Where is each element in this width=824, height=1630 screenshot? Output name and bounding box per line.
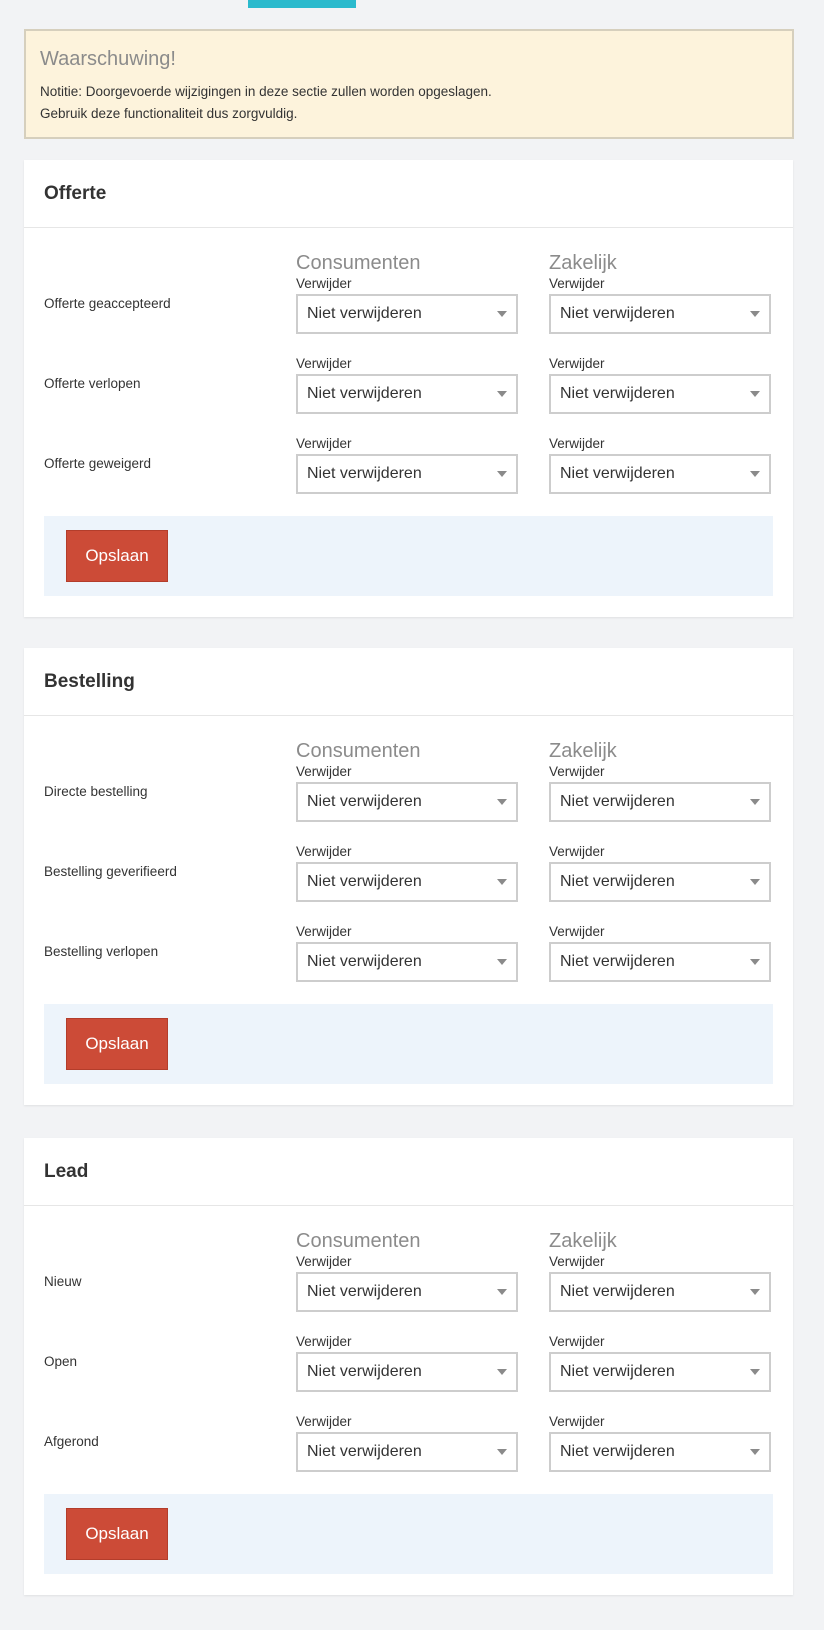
field-label: Verwijder: [549, 1414, 605, 1429]
settings-row: [44, 1414, 773, 1494]
field-zakelijk: [549, 1334, 771, 1392]
select-value: Niet verwijderen: [560, 953, 675, 970]
save-button[interactable]: Opslaan: [66, 1018, 168, 1070]
row-label: Offerte geweigerd: [44, 456, 152, 471]
panel-bestelling: [24, 648, 793, 1105]
delete-select-consumenten[interactable]: [296, 1352, 518, 1392]
caret-down-icon: [497, 311, 507, 317]
field-zakelijk: [549, 924, 771, 982]
row-label: Nieuw: [44, 1274, 82, 1289]
caret-down-icon: [750, 391, 760, 397]
field-consumenten: [296, 356, 518, 414]
save-bar: [44, 516, 773, 596]
column-heading-zakelijk: Zakelijk: [549, 1230, 617, 1252]
field-label: Verwijder: [549, 356, 605, 371]
select-value: Niet verwijderen: [560, 465, 675, 482]
settings-row: [44, 844, 773, 924]
field-consumenten: [296, 924, 518, 982]
caret-down-icon: [497, 1289, 507, 1295]
delete-select-consumenten[interactable]: [296, 942, 518, 982]
field-zakelijk: [549, 1254, 771, 1312]
select-value: Niet verwijderen: [560, 1363, 675, 1380]
select-value: Niet verwijderen: [307, 793, 422, 810]
field-label: Verwijder: [296, 924, 352, 939]
field-zakelijk: [549, 1414, 771, 1472]
panel-title: Offerte: [24, 160, 793, 228]
column-heading-zakelijk: Zakelijk: [549, 252, 617, 274]
field-label: Verwijder: [296, 1254, 352, 1269]
select-value: Niet verwijderen: [560, 305, 675, 322]
select-value: Niet verwijderen: [560, 873, 675, 890]
select-value: Niet verwijderen: [307, 1283, 422, 1300]
settings-row: [44, 764, 773, 844]
field-label: Verwijder: [296, 764, 352, 779]
field-zakelijk: [549, 844, 771, 902]
caret-down-icon: [750, 1289, 760, 1295]
select-value: Niet verwijderen: [307, 1363, 422, 1380]
field-label: Verwijder: [549, 436, 605, 451]
row-label: Offerte geaccepteerd: [44, 296, 171, 311]
field-consumenten: [296, 436, 518, 494]
panel-lead: [24, 1138, 793, 1595]
field-label: Verwijder: [549, 276, 605, 291]
field-zakelijk: [549, 436, 771, 494]
field-label: Verwijder: [296, 1334, 352, 1349]
caret-down-icon: [497, 471, 507, 477]
field-consumenten: [296, 1254, 518, 1312]
caret-down-icon: [750, 799, 760, 805]
select-value: Niet verwijderen: [560, 793, 675, 810]
panel-title: Bestelling: [24, 648, 793, 716]
field-zakelijk: [549, 764, 771, 822]
caret-down-icon: [497, 1369, 507, 1375]
settings-row: [44, 356, 773, 436]
field-label: Verwijder: [549, 1334, 605, 1349]
save-button[interactable]: Opslaan: [66, 530, 168, 582]
row-label: Bestelling verlopen: [44, 944, 159, 959]
delete-select-consumenten[interactable]: [296, 454, 518, 494]
save-bar: [44, 1004, 773, 1084]
field-consumenten: [296, 1334, 518, 1392]
caret-down-icon: [750, 1369, 760, 1375]
select-value: Niet verwijderen: [307, 953, 422, 970]
field-label: Verwijder: [296, 356, 352, 371]
delete-select-zakelijk[interactable]: [549, 374, 771, 414]
delete-select-zakelijk[interactable]: [549, 942, 771, 982]
caret-down-icon: [750, 471, 760, 477]
caret-down-icon: [750, 959, 760, 965]
settings-row: [44, 924, 773, 1004]
field-consumenten: [296, 764, 518, 822]
delete-select-zakelijk[interactable]: [549, 862, 771, 902]
select-value: Niet verwijderen: [560, 1283, 675, 1300]
delete-select-consumenten[interactable]: [296, 862, 518, 902]
select-value: Niet verwijderen: [307, 465, 422, 482]
field-label: Verwijder: [549, 844, 605, 859]
column-heading-consumenten: Consumenten: [296, 740, 421, 762]
caret-down-icon: [750, 879, 760, 885]
delete-select-consumenten[interactable]: [296, 1272, 518, 1312]
settings-row: [44, 276, 773, 356]
panel-title: Lead: [24, 1138, 793, 1206]
field-consumenten: [296, 1414, 518, 1472]
delete-select-consumenten[interactable]: [296, 782, 518, 822]
row-label: Directe bestelling: [44, 784, 148, 799]
delete-select-consumenten[interactable]: [296, 1432, 518, 1472]
select-value: Niet verwijderen: [307, 1443, 422, 1460]
field-consumenten: [296, 844, 518, 902]
field-label: Verwijder: [549, 764, 605, 779]
row-label: Bestelling geverifieerd: [44, 864, 177, 879]
delete-select-consumenten[interactable]: [296, 374, 518, 414]
row-label: Offerte verlopen: [44, 376, 141, 391]
delete-select-zakelijk[interactable]: [549, 1272, 771, 1312]
field-label: Verwijder: [549, 924, 605, 939]
delete-select-zakelijk[interactable]: [549, 1432, 771, 1472]
field-label: Verwijder: [549, 1254, 605, 1269]
caret-down-icon: [497, 391, 507, 397]
delete-select-consumenten[interactable]: [296, 294, 518, 334]
column-heading-zakelijk: Zakelijk: [549, 740, 617, 762]
field-label: Verwijder: [296, 1414, 352, 1429]
warning-text-line-1: Notitie: Doorgevoerde wijzigingen in deze sectie zullen worden opgeslagen.: [40, 84, 492, 99]
caret-down-icon: [497, 879, 507, 885]
save-bar: [44, 1494, 773, 1574]
caret-down-icon: [497, 959, 507, 965]
caret-down-icon: [750, 311, 760, 317]
panel-offerte: [24, 160, 793, 617]
field-consumenten: [296, 276, 518, 334]
caret-down-icon: [497, 799, 507, 805]
select-value: Niet verwijderen: [560, 385, 675, 402]
select-value: Niet verwijderen: [307, 873, 422, 890]
column-heading-consumenten: Consumenten: [296, 252, 421, 274]
settings-row: [44, 1254, 773, 1334]
field-label: Verwijder: [296, 436, 352, 451]
settings-row: [44, 1334, 773, 1414]
delete-select-zakelijk[interactable]: [549, 782, 771, 822]
row-label: Afgerond: [44, 1434, 99, 1449]
warning-callout: [24, 29, 794, 139]
save-button[interactable]: Opslaan: [66, 1508, 168, 1560]
column-heading-consumenten: Consumenten: [296, 1230, 421, 1252]
field-zakelijk: [549, 276, 771, 334]
delete-select-zakelijk[interactable]: [549, 1352, 771, 1392]
delete-select-zakelijk[interactable]: [549, 454, 771, 494]
select-value: Niet verwijderen: [307, 305, 422, 322]
settings-row: [44, 436, 773, 516]
field-zakelijk: [549, 356, 771, 414]
warning-title: Waarschuwing!: [40, 48, 176, 70]
field-label: Verwijder: [296, 844, 352, 859]
row-label: Open: [44, 1354, 78, 1369]
delete-select-zakelijk[interactable]: [549, 294, 771, 334]
top-tab-accent: [248, 0, 356, 8]
field-label: Verwijder: [296, 276, 352, 291]
select-value: Niet verwijderen: [560, 1443, 675, 1460]
caret-down-icon: [750, 1449, 760, 1455]
select-value: Niet verwijderen: [307, 385, 422, 402]
warning-text-line-2: Gebruik deze functionaliteit dus zorgvuldig.: [40, 106, 298, 121]
caret-down-icon: [497, 1449, 507, 1455]
